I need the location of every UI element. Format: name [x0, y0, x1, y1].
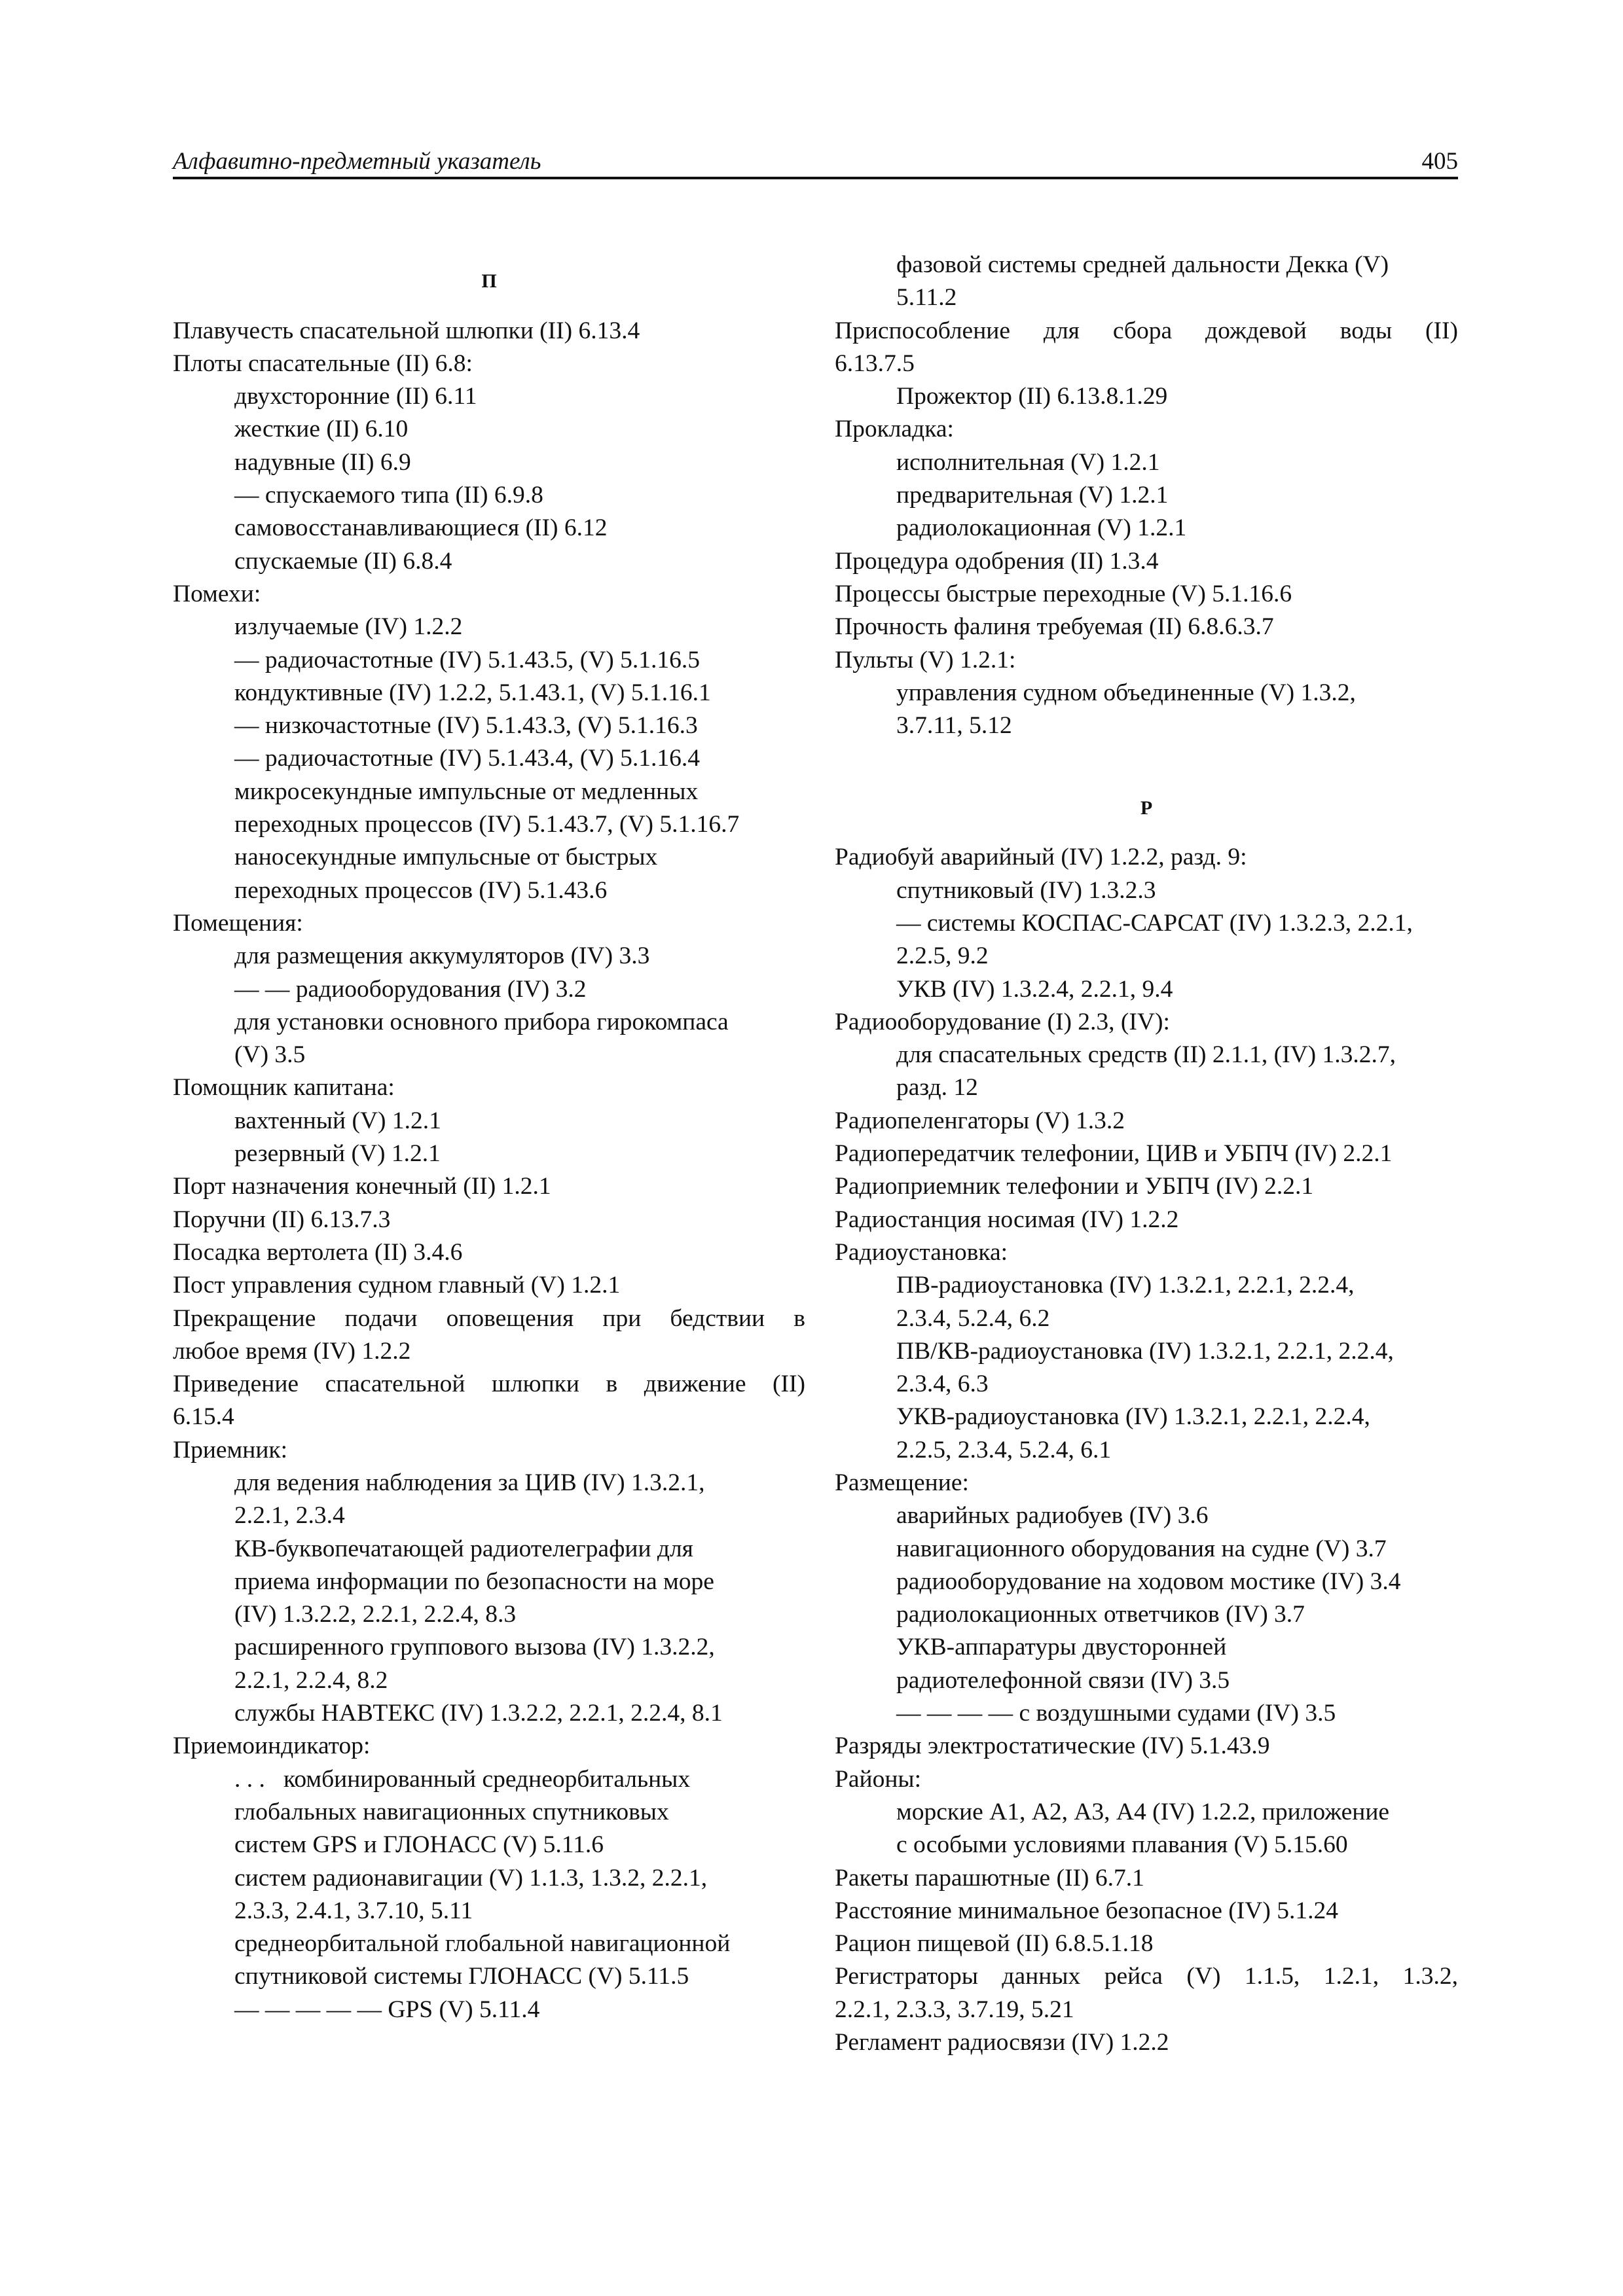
index-subentry: предварительная (V) 1.2.1	[896, 482, 1169, 509]
index-entry: Радиопередатчик телефонии, ЦИВ и УБПЧ (IV) 2.2.1	[835, 1140, 1393, 1168]
index-entry-continuation: 2.2.1, 2.3.3, 3.7.19, 5.21	[835, 1996, 1074, 2023]
index-subentry: ПВ-радиоустановка (IV) 1.3.2.1, 2.2.1, 2.2.4,	[896, 1272, 1355, 1299]
index-subentry: аварийных радиобуев (IV) 3.6	[896, 1502, 1209, 1530]
index-subentry: 3.7.11, 5.12	[896, 712, 1012, 740]
index-entry: Ракеты парашютные (II) 6.7.1	[835, 1864, 1144, 1892]
index-subentry: приема информации по безопасности на море	[234, 1568, 714, 1595]
index-subentry: разд. 12	[896, 1074, 978, 1102]
index-subentry: радиолокационных ответчиков (IV) 3.7	[896, 1601, 1305, 1628]
index-entry-continuation: любое время (IV) 1.2.2	[173, 1337, 411, 1365]
index-entry: Помощник капитана:	[173, 1074, 395, 1102]
index-entry: Порт назначения конечный (II) 1.2.1	[173, 1173, 551, 1200]
index-entry: Расстояние минимальное безопасное (IV) 5.1.24	[835, 1897, 1338, 1924]
index-subentry: для спасательных средств (II) 2.1.1, (IV) 1.3.2.7,	[896, 1041, 1396, 1069]
index-subentry: — — радиооборудования (IV) 3.2	[234, 975, 587, 1003]
index-subentry: фазовой системы средней дальности Декка (V)	[896, 251, 1389, 278]
index-subentry: — радиочастотные (IV) 5.1.43.4, (V) 5.1.16.4	[234, 745, 701, 772]
index-entry: Прочность фалиня требуемая (II) 6.8.6.3.7	[835, 613, 1274, 641]
index-subentry: спутниковой системы ГЛОНАСС (V) 5.11.5	[234, 1963, 689, 1990]
index-subentry: двухсторонние (II) 6.11	[234, 383, 477, 410]
index-subentry: излучаемые (IV) 1.2.2	[234, 613, 463, 641]
index-subentry: 5.11.2	[896, 284, 957, 312]
index-subentry: систем GPS и ГЛОНАСС (V) 5.11.6	[234, 1831, 604, 1859]
index-subentry: для размещения аккумуляторов (IV) 3.3	[234, 942, 650, 970]
index-entry: Радиобуй аварийный (IV) 1.2.2, разд. 9:	[835, 844, 1247, 871]
index-subentry: — — — — — GPS (V) 5.11.4	[234, 1996, 540, 2023]
index-subentry: переходных процессов (IV) 5.1.43.7, (V) 5.1.16.7	[234, 811, 740, 838]
index-subentry: морские А1, А2, А3, А4 (IV) 1.2.2, приложение	[896, 1798, 1390, 1825]
index-subentry: 2.2.5, 9.2	[896, 942, 989, 970]
running-title: Алфавитно-предметный указатель	[173, 148, 541, 175]
index-subentry: 2.2.5, 2.3.4, 5.2.4, 6.1	[896, 1436, 1112, 1463]
index-entry: Посадка вертолета (II) 3.4.6	[173, 1238, 463, 1266]
index-subentry: (V) 3.5	[234, 1041, 306, 1069]
index-subentry: спутниковый (IV) 1.3.2.3	[896, 876, 1156, 904]
index-subentry: для установки основного прибора гирокомпаса	[234, 1008, 729, 1035]
index-entry: Прокладка:	[835, 416, 954, 443]
index-subentry: УКВ-радиоустановка (IV) 1.3.2.1, 2.2.1, 2.2.4,	[896, 1403, 1370, 1431]
index-column-right	[835, 249, 1458, 2059]
index-entry: Радиооборудование (I) 2.3, (IV):	[835, 1008, 1170, 1035]
index-subentry: — спускаемого типа (II) 6.9.8	[234, 482, 543, 509]
index-subentry: среднеорбитальной глобальной навигационной	[234, 1930, 731, 1958]
index-entry: Регистраторы данных рейса (V) 1.1.5, 1.2.1, 1.3.2,	[835, 1963, 1458, 1990]
index-entry: Размещение:	[835, 1469, 969, 1496]
index-subentry: резервный (V) 1.2.1	[234, 1140, 441, 1168]
index-entry: Пульты (V) 1.2.1:	[835, 646, 1016, 673]
index-subentry: — радиочастотные (IV) 5.1.43.5, (V) 5.1.16.5	[234, 646, 701, 673]
index-entry: Процедура одобрения (II) 1.3.4	[835, 547, 1159, 575]
index-entry: Разряды электростатические (IV) 5.1.43.9	[835, 1732, 1270, 1760]
index-subentry: жесткие (II) 6.10	[234, 416, 409, 443]
index-entry: Пост управления судном главный (V) 1.2.1	[173, 1272, 621, 1299]
index-subentry: УКВ (IV) 1.3.2.4, 2.2.1, 9.4	[896, 975, 1173, 1003]
index-entry: Приемник:	[173, 1436, 288, 1463]
index-entry: Рацион пищевой (II) 6.8.5.1.18	[835, 1930, 1154, 1958]
index-entry: Радиоприемник телефонии и УБПЧ (IV) 2.2.1	[835, 1173, 1314, 1200]
index-entry: Приспособление для сбора дождевой воды (II)	[835, 317, 1458, 344]
index-subentry: — системы КОСПАС-САРСАТ (IV) 1.3.2.3, 2.2.1,	[896, 909, 1413, 937]
index-entry-continuation: 6.15.4	[173, 1403, 234, 1431]
section-letter-r: Р	[1140, 797, 1153, 819]
index-entry-continuation: 6.13.7.5	[835, 350, 915, 377]
section-spacer	[835, 742, 1458, 775]
index-entry: Радиопеленгаторы (V) 1.3.2	[835, 1107, 1125, 1134]
index-subentry: — низкочастотные (IV) 5.1.43.3, (V) 5.1.16.3	[234, 712, 698, 740]
index-subentry: УКВ-аппаратуры двусторонней	[896, 1634, 1227, 1661]
index-subentry: радиотелефонной связи (IV) 3.5	[896, 1666, 1230, 1694]
index-subentry: переходных процессов (IV) 5.1.43.6	[234, 876, 608, 904]
index-subentry: Прожектор (II) 6.13.8.1.29	[896, 383, 1168, 410]
index-subentry: 2.2.1, 2.3.4	[234, 1502, 345, 1530]
index-subentry: 2.3.4, 5.2.4, 6.2	[896, 1304, 1050, 1332]
index-entry: Радиостанция носимая (IV) 1.2.2	[835, 1206, 1179, 1233]
index-subentry: управления судном объединенные (V) 1.3.2,	[896, 679, 1356, 706]
index-subentry: 2.3.3, 2.4.1, 3.7.10, 5.11	[234, 1897, 473, 1924]
index-entry: Плоты спасательные (II) 6.8:	[173, 350, 473, 377]
index-entry: Помехи:	[173, 580, 261, 607]
index-subentry: глобальных навигационных спутниковых	[234, 1798, 669, 1825]
index-subentry: 2.2.1, 2.2.4, 8.2	[234, 1666, 388, 1694]
index-subentry: с особыми условиями плавания (V) 5.15.60	[896, 1831, 1348, 1859]
index-subentry: систем радионавигации (V) 1.1.3, 1.3.2, 2.2.1,	[234, 1864, 708, 1892]
index-entry: Районы:	[835, 1765, 922, 1793]
index-entry: Помещения:	[173, 909, 303, 937]
index-subentry: . . . комбинированный среднеорбитальных	[234, 1765, 691, 1793]
index-entry: Приведение спасательной шлюпки в движение (II)	[173, 1371, 805, 1398]
index-subentry: радиооборудование на ходовом мостике (IV) 3.4	[896, 1568, 1401, 1595]
index-subentry: 2.3.4, 6.3	[896, 1371, 989, 1398]
index-subentry: самовосстанавливающиеся (II) 6.12	[234, 514, 608, 542]
index-entry: Плавучесть спасательной шлюпки (II) 6.13.4	[173, 317, 640, 344]
index-subentry: для ведения наблюдения за ЦИВ (IV) 1.3.2.1,	[234, 1469, 705, 1496]
header-rule	[173, 177, 1458, 179]
index-subentry: наносекундные импульсные от быстрых	[234, 844, 658, 871]
index-subentry: ПВ/КВ-радиоустановка (IV) 1.3.2.1, 2.2.1, 2.2.4,	[896, 1337, 1394, 1365]
index-subentry: — — — — с воздушными судами (IV) 3.5	[896, 1700, 1336, 1727]
index-subentry: расширенного группового вызова (IV) 1.3.2.2,	[234, 1634, 715, 1661]
index-entry: Процессы быстрые переходные (V) 5.1.16.6	[835, 580, 1292, 607]
index-subentry: (IV) 1.3.2.2, 2.2.1, 2.2.4, 8.3	[234, 1601, 517, 1628]
index-subentry: исполнительная (V) 1.2.1	[896, 448, 1160, 476]
index-subentry: кондуктивные (IV) 1.2.2, 5.1.43.1, (V) 5.1.16.1	[234, 679, 711, 706]
page-number: 405	[1421, 148, 1458, 175]
index-entry: Радиоустановка:	[835, 1238, 1008, 1266]
index-subentry: спускаемые (II) 6.8.4	[234, 547, 452, 575]
index-entry: Поручни (II) 6.13.7.3	[173, 1206, 391, 1233]
index-subentry: КВ-буквопечатающей радиотелеграфии для	[234, 1535, 693, 1562]
index-subentry: радиолокационная (V) 1.2.1	[896, 514, 1187, 542]
index-subentry: надувные (II) 6.9	[234, 448, 411, 476]
index-subentry: службы НАВТЕКС (IV) 1.3.2.2, 2.2.1, 2.2.4, 8.1	[234, 1700, 723, 1727]
page-header	[173, 145, 1458, 179]
index-entry: Регламент радиосвязи (IV) 1.2.2	[835, 2029, 1169, 2056]
index-subentry: микросекундные импульсные от медленных	[234, 778, 699, 805]
index-entry: Приемоиндикатор:	[173, 1732, 371, 1760]
index-subentry: вахтенный (V) 1.2.1	[234, 1107, 441, 1134]
section-letter-p: П	[481, 270, 497, 292]
index-column-left	[173, 249, 805, 2026]
index-entry: Прекращение подачи оповещения при бедствии в	[173, 1304, 805, 1332]
index-subentry: навигационного оборудования на судне (V) 3.7	[896, 1535, 1387, 1562]
